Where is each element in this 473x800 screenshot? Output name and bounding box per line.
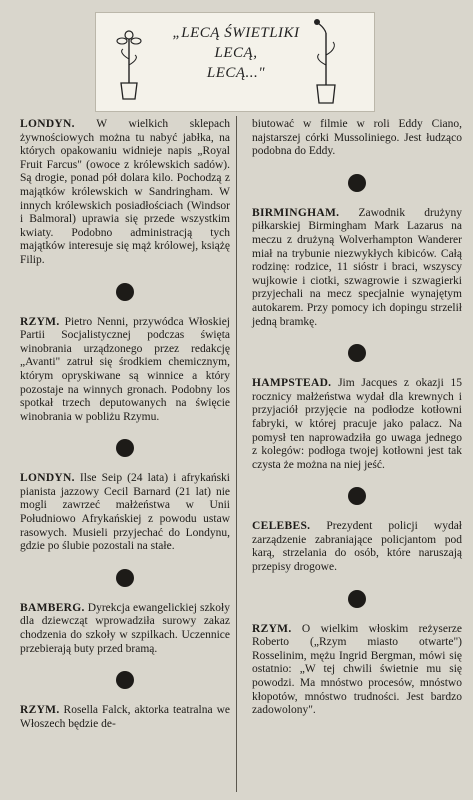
right-column bbox=[252, 118, 462, 718]
article bbox=[20, 472, 230, 554]
article-text: W wielkich sklepach żywnościowych można tu nabyć jabłka, na których opakowaniu widnieje napis „Royal Fruit Farcus" (owoce z królewskich sadów). Są drogie, ponad pół dolara kilo. Pochodzą z majątków królewskich w Sandringham. W innych królewskich posiadłościach (Windsor i Balmoral) uprawia się przede wszystkim kwiaty. Podobno administracją tych majątków interesuje się mąż królowej, książę Filip. bbox=[20, 118, 230, 266]
separator-dot bbox=[348, 174, 366, 192]
article-city: LONDYN. bbox=[20, 472, 75, 485]
article bbox=[20, 118, 230, 268]
article bbox=[252, 118, 462, 159]
article-city: CELEBES. bbox=[252, 520, 311, 533]
article-text: Ilse Seip (24 lata) i afrykański pianista jazzowy Cecil Barnard (21 lat) nie mogli zawrzeć małżeństwa w Unii Południowo Afrykańskiej z powodu ustaw rasowych. Musieli przyjechać do Londynu, gdzie po ślubie pozostali na stałe. bbox=[20, 472, 230, 553]
header-box bbox=[95, 12, 375, 112]
article-city: BIRMINGHAM. bbox=[252, 206, 340, 219]
article-text: Rosella Falck, aktorka teatralna we Włoszech będzie de- bbox=[20, 704, 230, 730]
article-text: O wielkim włoskim reżyserze Roberto („Rzym miasto otwarte") Rosselinim, mężu Ingrid Bergman, mówi się ostatnio: „W tej chwili świetnie mu się powodzi. Ma mnóstwo procesów, mnóstwo kłopotów, mnóstwo trudności. Jest bardzo zadowolony". bbox=[252, 622, 463, 717]
article-city: HAMPSTEAD. bbox=[252, 377, 332, 390]
article-city: LONDYN. bbox=[20, 118, 75, 130]
column-divider bbox=[236, 116, 237, 792]
flower-pot-icon bbox=[306, 17, 346, 109]
article-text: Zawodnik drużyny piłkarskiej Birmingham Mark Lazarus na meczu z drużyną Wolverhampton Wanderer miał na trybunie niezwykłych kibiców. Całą rodzinę: rodzice, 11 sióstr i braci, wszyscy wujkowie i ciotki, szwagrowie i szwagierki przyjechali na mecz specjalnie wynajętym autokarem. Przy pomocy ich dopingu strzelił jedną bramkę. bbox=[252, 206, 462, 328]
header-title-line: LECĄ, bbox=[214, 45, 258, 61]
article-city: RZYM. bbox=[20, 315, 60, 328]
article bbox=[20, 602, 230, 656]
header-title-line: LECĄ..." bbox=[206, 65, 266, 81]
header-title-line: „LECĄ ŚWIETLIKI bbox=[172, 25, 300, 41]
header-title bbox=[156, 23, 316, 83]
separator-dot bbox=[116, 569, 134, 587]
article-text: Pietro Nenni, przywódca Włoskiej Partii Socjalistycznej podczas święta winobrania urządzonego przez redakcję „Avanti" zatruł się środkiem chemicznym, którym opryskiwane są winnice a który pozostaje na winnych gronach. Podobny los spotkał trzech deputowanych na święcie winobrania w pobliżu Rzymu. bbox=[20, 315, 231, 423]
article bbox=[252, 207, 462, 329]
article-city: BAMBERG. bbox=[20, 601, 85, 614]
article bbox=[252, 377, 462, 472]
separator-dot bbox=[348, 344, 366, 362]
article-city: RZYM. bbox=[20, 704, 60, 717]
article bbox=[20, 704, 230, 731]
article-text: biutować w filmie w roli Eddy Ciano, najstarszej córki Mussoliniego. Jest łudząco podobna do Eddy. bbox=[252, 118, 462, 158]
separator-dot bbox=[348, 590, 366, 608]
separator-dot bbox=[116, 671, 134, 689]
separator-dot bbox=[116, 439, 134, 457]
article bbox=[252, 623, 462, 718]
article bbox=[20, 316, 230, 425]
article-city: RZYM. bbox=[252, 622, 292, 635]
separator-dot bbox=[116, 283, 134, 301]
article bbox=[252, 520, 462, 574]
article-text: Jim Jacques z okazji 15 rocznicy małżeństwa wydał dla krewnych i przyjaciół przyjęcie na podłodze kotłowni fabryki, w której pracuje jako palacz. Na pomysł ten naprowadziła go uwaga jednego z kolegów: podłoga twojej kotłowni jest tak czysta że można na niej jeść. bbox=[252, 377, 462, 471]
separator-dot bbox=[348, 487, 366, 505]
article-text: Dyrekcja ewangelickiej szkoły dla dziewcząt wprowadziła surowy zakaz chodzenia do szkoły w szpilkach. Uczennice przebierają buty przed bramą. bbox=[20, 601, 230, 655]
left-column bbox=[20, 118, 230, 731]
flower-pot-icon bbox=[114, 25, 144, 105]
article-text: Prezydent policji wydał zarządzenie zabraniające policjantom pod karą, strzelania do osób, które naruszają przepisy drogowe. bbox=[252, 520, 462, 574]
